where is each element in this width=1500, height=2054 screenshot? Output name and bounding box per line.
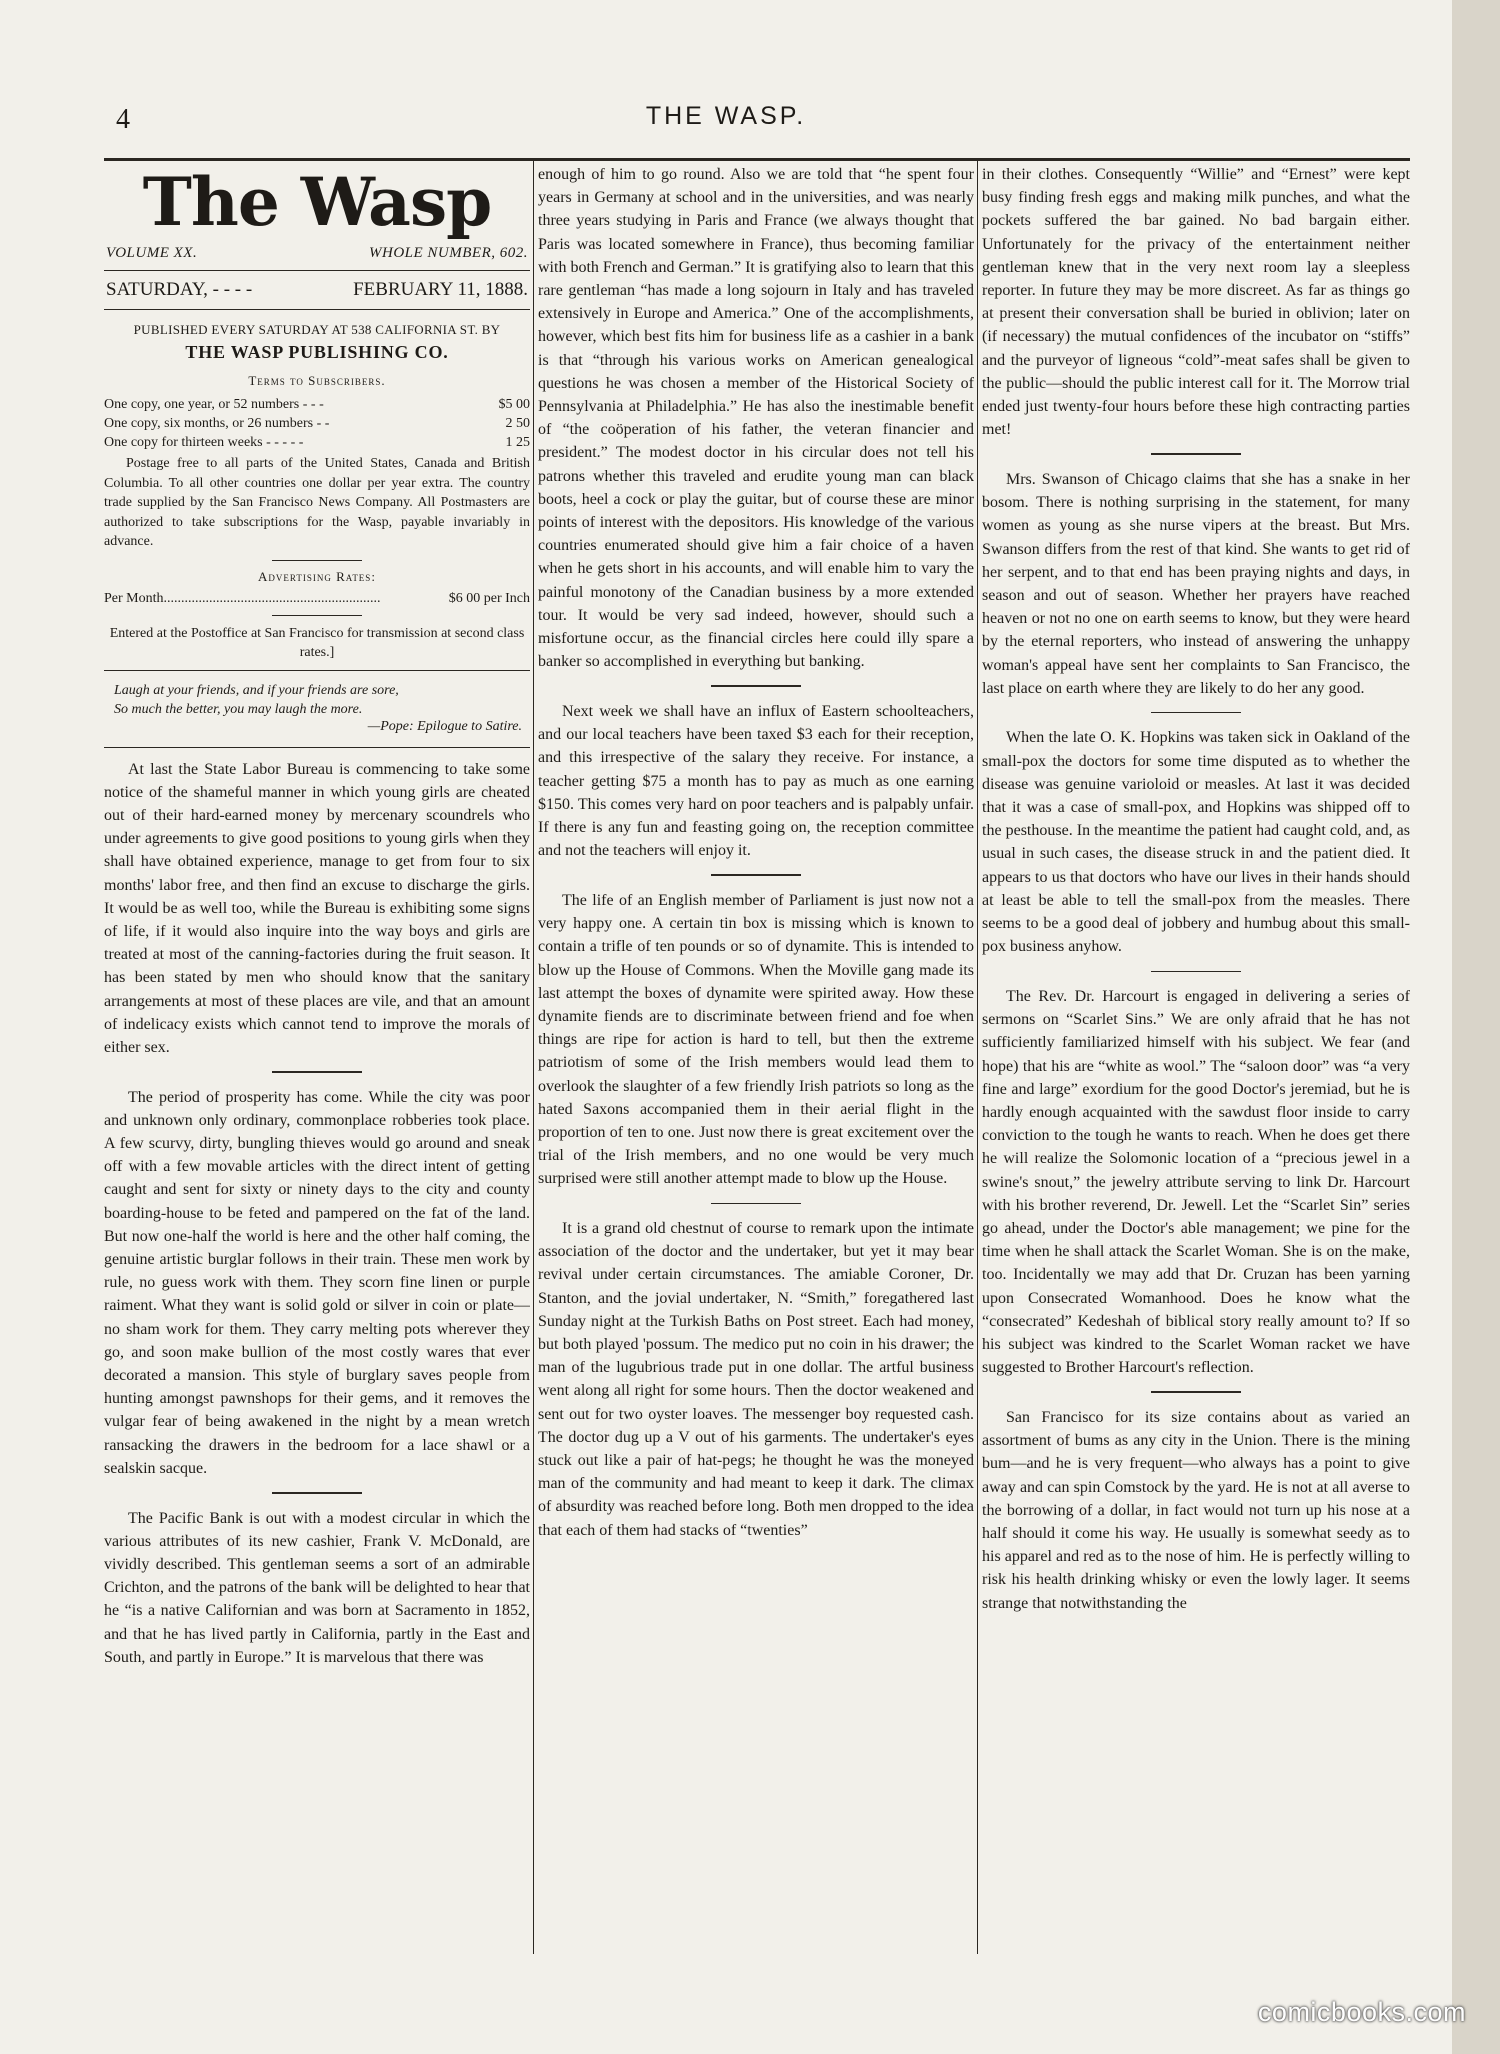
column-2: [538, 163, 974, 1955]
short-rule: [272, 560, 362, 561]
article-paragraph: in their clothes. Consequently “Willie” and “Ernest” were kept busy finding fresh eggs and making milk punches, and what the pockets suffered the bar gained. No bad bargain either. Unfortunately for the privacy of the entertainment neither gentleman knew that in the very next room lay a sleepless reporter. In future they may be more discreet. As far as things go at present their conversation shall be buried in oblivion; later on (if necessary) the mutual confidences of the incubator on “stiffs” and the purveyor of ligneous “cold”-meat safes shall be given to the public—should the public interest call for it. The Morrow trial ended just twenty-four hours before these high contracting parties met!: [982, 166, 1410, 439]
epigraph-line: Laugh at your friends, and if your friends are sore,: [114, 682, 399, 698]
short-rule: [272, 615, 362, 616]
article-paragraph: The life of an English member of Parliament is just now not a very happy one. A certain tin box is missing which is known to contain a trifle of ten pounds or so of dynamite. This is intended to blow up the House of Commons. When the Moville gang made its last attempt the boxes of dynamite were spirited away. How these dynamite fiends are to discriminate between friend and foe when things are ripe for action is hard to tell, but then the extreme patriotism of some of the Irish members would lead them to overlook the slaughter of a few friendly Irish patriots so long as the hated Saxons accompanied them in their aerial flight in the proportion of ten to one. Just now there is great excitement over the trial of the Irish members, and no one would be very much surprised were still another attempt made to blow up the House.: [538, 891, 974, 1188]
watermark: comicbooks.com: [1257, 1997, 1466, 2027]
article-paragraph: The Rev. Dr. Harcourt is engaged in delivering a series of sermons on “Scarlet Sins.” We are only afraid that he has not sufficiently familiarized himself with his subject. We fear (and hope) that his are “white as wool.” The “saloon door” was “a very fine and large” exordium for the good Doctor's jeremiad, but he is hardly enough acquainted with the sawdust floor inside to carry conviction to the tough he wants to reach. When he does get there he will realize the Solomonic location of a “precious jewel in a swine's snout,” the jewelry attribute serving to link Dr. Harcourt with his brother reverend, Dr. Jewell. Let the “Scarlet Sin” series go ahead, under the Doctor's able management; we pine for the time when he shall attack the Scarlet Woman. She is on the make, too. Incidentally we may add that Dr. Cruzan has been yarning upon Consecrated Womanhood. Does he know what the “consecrated” Kedeshah of biblical story really amount to? If so his subject was kindred to the Scarlet Woman racket we have suggested to Brother Harcourt's reflection.: [982, 988, 1410, 1377]
column-rule: [977, 158, 978, 1954]
article-paragraph: It is a grand old chestnut of course to remark upon the intimate association of the doctor and the undertaker, but yet it may bear revival under certain circumstances. The amiable Coroner, Dr. Stanton, and the jovial undertaker, N. “Smith,” foregathered last Sunday night at the Turkish Baths on Post street. Each had money, but both played 'possum. The medico put no coin in his drawer; the man of the lugubrious trade put in one dollar. The artful business went along all right for some hours. Then the doctor weakened and sent out for two oyster loaves. The messenger boy requested cash. The doctor dug up a V out of his garments. The undertaker's eyes stuck out like a pair of hat-pegs; he thought he was the moneyed man of the community and had meant to keep it dark. The climax of absurdity was reached before long. Both men dropped to the idea that each of them had stacks of “twenties”: [538, 1220, 974, 1539]
rate-price: $5 00: [498, 397, 530, 412]
rate-row: [104, 414, 530, 433]
whole-number: WHOLE NUMBER, 602.: [369, 245, 528, 261]
divider: [104, 309, 530, 310]
volume: VOLUME XX.: [106, 245, 198, 261]
rate-label: One copy, one year, or 52 numbers - - -: [104, 397, 324, 412]
epigraph-attribution: —Pope: Epilogue to Satire.: [367, 718, 522, 734]
postage-note: Postage free to all parts of the United States, Canada and British Columbia. To all other countries one dollar per year extra. The country trade supplied by the San Francisco News Company. All Postmasters are authorized to take subscriptions for the Wasp, payable invariably in advance.: [104, 456, 530, 549]
publisher-name: THE WASP PUBLISHING CO.: [185, 342, 449, 362]
epigraph-line: So much the better, you may laugh the more.: [114, 701, 363, 717]
article-separator: [1151, 453, 1241, 455]
column-3: [982, 163, 1410, 1955]
advertising-label: Per Month: [104, 590, 164, 606]
masthead-title: The Wasp: [142, 163, 492, 241]
rate-price: 1 25: [505, 435, 530, 450]
article-paragraph: The Pacific Bank is out with a modest circular in which the various attributes of its new cashier, Frank V. McDonald, are vividly described. This gentleman seems a sort of an admirable Crichton, and the patrons of the bank will be delighted to hear that he “is a native Californian and was born at Sacramento in 1852, and that he has lived partly in California, partly in the East and South, and partly in Europe.” It is marvelous that there was: [104, 1509, 530, 1666]
date-line: [106, 279, 528, 301]
article-paragraph: San Francisco for its size contains about as varied an assortment of bums as any city in the Union. There is the mining bum—and he is very frequent—who always has a point to give away and can spin Comstock by the yard. He is not at all averse to the borrowing of a dollar, in fact would not turn up his nose at a half should it come his way. He usually is somewhat seedy as to his apparel and red as to the nose of him. He is perfectly willing to risk his health drinking whisky or even the lowly lager. It seems strange that notwithstanding the: [982, 1408, 1410, 1612]
article-separator: [1151, 971, 1241, 973]
article-separator: [711, 1203, 801, 1205]
column-1: [104, 163, 530, 1955]
article-separator: [711, 874, 801, 876]
article-separator: [1151, 1391, 1241, 1393]
rate-label: One copy, six months, or 26 numbers - -: [104, 416, 330, 431]
article-separator: [1151, 712, 1241, 714]
article-paragraph: When the late O. K. Hopkins was taken sick in Oakland of the small-pox the doctors for some time disputed as to whether the disease was genuine varioloid or measles. At last it was decided that it was a case of small-pox, and Hopkins was shipped off to the pesthouse. In the meantime the patient had caught cold, and, as usual in such cases, the disease struck in and the patient died. It appears to us that doctors who have our lives in their hands should at least be able to tell the small-pox from the measles. There seems to be a good deal of jobbery and humbug about this small-pox business anyhow.: [982, 729, 1410, 956]
top-rule: [104, 158, 1410, 161]
article-separator: [272, 1492, 362, 1494]
rate-row: [104, 433, 530, 452]
divider: [104, 747, 530, 748]
article-paragraph: Next week we shall have an influx of Eastern schoolteachers, and our local teachers have been taxed $3 each for their reception, and this irrespective of the salary they receive. For instance, a teacher getting $75 a month has to pay as much as one earning $150. This comes very hard on poor teachers and is palpably unfair. If there is any fun and feasting going on, the reception committee and not the teachers will enjoy it.: [538, 702, 974, 860]
divider: [104, 670, 530, 671]
running-head: THE WASP.: [645, 102, 807, 130]
rate-label: One copy for thirteen weeks - - - - -: [104, 435, 304, 450]
advertising-heading: Advertising Rates:: [258, 568, 376, 584]
issue-day: SATURDAY, - - - -: [106, 279, 253, 300]
column-rule: [533, 158, 534, 1954]
rate-row: [104, 395, 530, 414]
article-paragraph: enough of him to go round. Also we are told that “he spent four years in Germany at school and in the universities, and was nearly three years studying in Paris and France (we always thought that Paris was located somewhere in France), thus becoming familiar with both French and German.” It is gratifying also to learn that this rare gentleman “has made a long sojourn in Italy and has traveled extensively in Europe and America.” One of the accomplishments, however, which best fits him for business life as a cashier in a bank is that “through his various works on American genealogical questions he was chosen a member of the Historical Society of Pennsylvania at Philadelphia.” He has also the inestimable benefit of “the coöperation of his father, the veteran financier and president.” The modest doctor in his circular does not tell his patrons whether this traveled and erudite young man can black boots, heel a cock or play the guitar, but of course these are minor points of interest with the depositors. His knowledge of the various countries enumerated should give him a fair choice of a haven when he gets short in his accounts, and will enable him to vary the painful monotony of the Canadian business by a more extended tour. It would be very sad indeed, however, should such a misfortune occur, as the financial circles here could illy spare a banker so accomplished in everything but banking.: [538, 166, 974, 671]
terms-heading: Terms to Subscribers.: [248, 373, 386, 388]
rate-price: 2 50: [505, 416, 530, 431]
postoffice-note: Entered at the Postoffice at San Francisco for transmission at second class rates.]: [109, 625, 525, 660]
leader-dots: ..............................................................: [163, 590, 381, 606]
article-paragraph: Mrs. Swanson of Chicago claims that she has a snake in her bosom. There is nothing surprising in the statement, for many women as young as she nurse vipers at the breast. But Mrs. Swanson differs from the rest of that kind. She wants to get rid of her serpent, and to that end has been praying nights and days, in season and out of season. Whether her prayers have reached heaven or not no one on earth seems to know, but they were heard by the eternal reporters, who instead of answering the unhappy woman's appeal have sent her complaints to San Francisco, the last place on earth where they are likely to do her any good.: [982, 470, 1410, 697]
article-paragraph: At last the State Labor Bureau is commencing to take some notice of the shameful manner in which young girls are cheated out of their hard-earned money by mercenary scoundrels who under agreements to give good positions to young girls when they shall have obtained experience, manage to get from four to six months' labor free, and then find an excuse to discharge the girls. It would be as well too, while the Bureau is exhibiting some signs of life, if it would also inquire into the way boys and girls are treated at most of the canning-factories during the fruit season. It has been stated by men who should know that the sanitary arrangements at most of these places are vile, and that an amount of indelicacy exists which cannot tend to improve the morals of either sex.: [104, 760, 530, 1056]
advertising-rate: [104, 591, 530, 607]
divider: [104, 270, 530, 271]
epigraph: [114, 681, 520, 719]
volume-line: [106, 245, 528, 262]
page-edge: [1452, 0, 1500, 2054]
advertising-price: $6 00 per Inch: [448, 590, 530, 606]
article-separator: [711, 685, 801, 687]
article-separator: [272, 1071, 362, 1073]
published-line: PUBLISHED EVERY SATURDAY AT 538 CALIFORNIA ST. BY: [133, 322, 501, 337]
page-number: 4: [116, 104, 130, 135]
article-paragraph: The period of prosperity has come. While the city was poor and unknown only ordinary, commonplace robberies took place. A few scurvy, dirty, bungling thieves would go around and sneak off with a few movable articles with the direct intent of getting caught and sent for sixty or ninety days to the city and county boarding-house to be feted and pampered on the fat of the land. But now one-half the world is here and the other half coming, the genuine artistic burglar follows in their train. These men work by rule, no guess work with them. They scorn fine linen or purple raiment. What they want is solid gold or silver in coin or plate—no sham work for them. They carry melting pots wherever they go, and soon make bullion of the most costly wares that ever decorated a mansion. This style of burglary saves people from hunting amongst pawnshops for their gems, and it removes the vulgar fear of being awakened in the night by a mean wretch ransacking the drawers in the bedroom for a lace shawl or a sealskin sacque.: [104, 1088, 530, 1477]
issue-date: FEBRUARY 11, 1888.: [353, 279, 528, 300]
